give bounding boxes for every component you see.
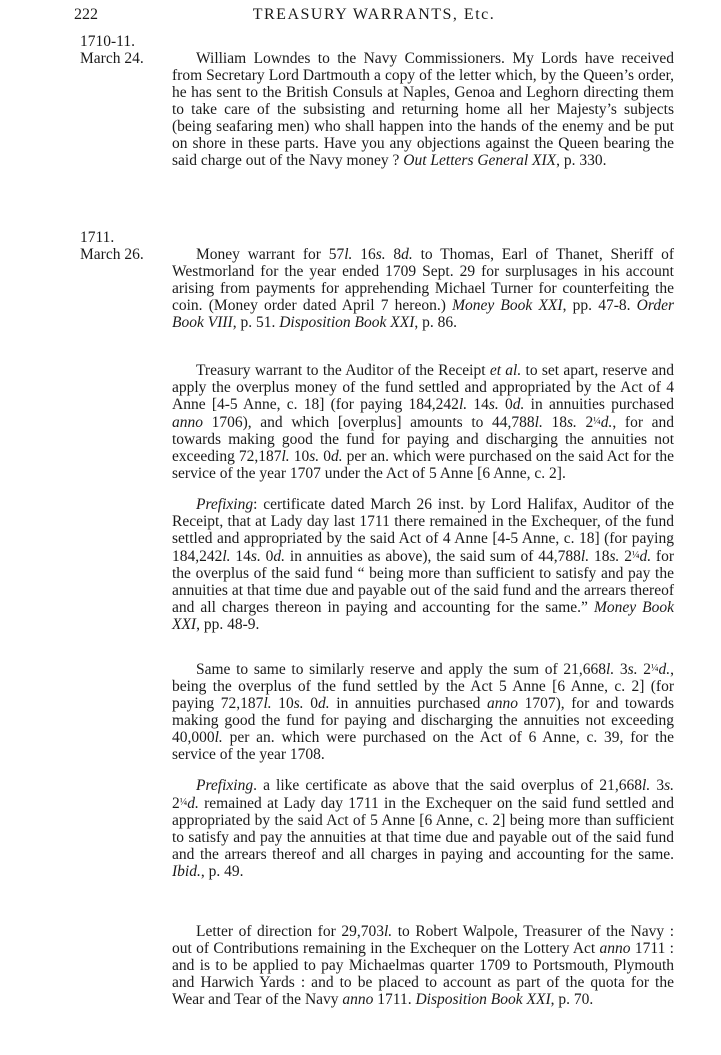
italic-text: s. <box>488 396 499 413</box>
entry-money-warrant-thanet <box>172 246 674 331</box>
fraction-glyph: ¼ <box>631 550 640 561</box>
italic-text: s. <box>664 777 674 794</box>
entry-lowndes-letter <box>172 50 674 169</box>
margin-day: March 26. <box>80 246 144 263</box>
text-run: , p. 49. <box>200 863 244 880</box>
text-run: 2 <box>576 414 594 431</box>
italic-text: l. <box>580 548 590 565</box>
italic-text: l. <box>344 246 353 263</box>
text-run: 16 <box>352 246 376 263</box>
italic-text: d. <box>401 246 413 263</box>
text-run: Same to same to similarly reserve and apply the sum of 21,668 <box>196 661 607 678</box>
italic-text: d. <box>512 396 525 413</box>
text-run: 3 <box>614 661 628 678</box>
text-run: 1711 : and is to be applied to pay Michaelmas quarter 1709 to Portsmouth, Plymouth and Harwich Yards : and to be placed to account as part of the quota for the Wear and Tear of the Navy <box>172 940 674 1008</box>
text-run: . a like certificate as above that the said overplus of 21,668 <box>253 777 643 794</box>
fraction-glyph: ¼ <box>179 797 188 808</box>
italic-text: l. <box>606 661 615 678</box>
italic-text: Order Book VIII <box>172 297 674 331</box>
page-header <box>74 6 674 28</box>
text-run: , p. 330. <box>556 152 607 169</box>
text-run: per an. which were purchased on the said Act for the service of the year 1707 under the Act of 5 Anne [6 Anne, c. 2]. <box>172 448 675 482</box>
italic-text: Ibid. <box>172 863 201 880</box>
text-run: 1711. <box>373 991 416 1008</box>
entry-letter-of-direction-walpole <box>172 923 674 1008</box>
italic-text: et al. <box>489 362 522 379</box>
italic-text: s. <box>566 414 577 431</box>
italic-text: l. <box>222 548 231 565</box>
italic-text: anno <box>172 414 203 431</box>
entry-treasury-warrant-auditor <box>172 362 674 482</box>
italic-text: Money Book XXI <box>172 599 674 633</box>
italic-text: d. <box>330 448 343 465</box>
italic-text: d. <box>318 695 330 712</box>
entry-same-to-same <box>172 660 674 763</box>
italic-text: Money Book XXI <box>452 297 563 314</box>
italic-text: Out Letters General XIX <box>403 152 557 169</box>
italic-text: Prefixing <box>196 496 254 513</box>
text-run: in annuities as above), the said sum of 44,788 <box>285 548 581 565</box>
text-run: 0 <box>498 396 513 413</box>
text-run: in annuities purchased <box>329 695 487 712</box>
text-run: William Lowndes to the Navy Commissioners. My Lords have received from Secretary Lord Dartmouth a copy of the letter which, by the Queen’s order, he has sent to the British Consuls at Naples, Genoa and Leghorn directing them to take care of the subsisting and returning home all her Majesty’s subjects (being seafaring men) who shall happen into the hands of the enemy and be put on shore in these parts. Have you any objections against the Queen bearing the said charge out of the Navy money ? <box>172 50 674 169</box>
italic-text: l. <box>263 695 272 712</box>
text-run: , pp. 48-9. <box>196 616 260 633</box>
text-run: 18 <box>589 548 610 565</box>
text-run: 2 <box>172 795 180 812</box>
text-run: 1707), for and towards making good the fund for paying and discharging the annuities not exceeding 40,000 <box>172 695 675 746</box>
text-run: 0 <box>303 695 319 712</box>
italic-text: s. <box>609 548 620 565</box>
text-run: 10 <box>289 448 310 465</box>
text-run: , for and towards making good the fund for paying and discharging the annuities not exceeding 72,187 <box>172 414 675 465</box>
text-run: for the overplus of the said fund “ being more than sufficient to satisfy and pay the annuities at that time due and payable out of the said fund and the arrears thereof and all charges thereon in paying and accounting for the same.” <box>172 548 674 616</box>
italic-text: s. <box>375 246 386 263</box>
italic-text: l. <box>214 729 223 746</box>
italic-text: d. <box>273 548 286 565</box>
text-run: , p. 70. <box>550 991 594 1008</box>
italic-text: l. <box>534 414 543 431</box>
text-run: 10 <box>271 695 294 712</box>
italic-text: s. <box>293 695 304 712</box>
margin-day: March 24. <box>80 50 144 67</box>
italic-text: Disposition Book XXI <box>279 314 415 331</box>
text-run: , p. 86. <box>414 314 457 331</box>
text-run: Treasury warrant to the Auditor of the Receipt <box>196 362 490 379</box>
italic-text: s. <box>309 448 320 465</box>
text-run: 2 <box>637 661 652 678</box>
text-run: , pp. 47-8. <box>562 297 637 314</box>
text-run: Money warrant for 57 <box>196 246 345 263</box>
text-run: 0 <box>260 548 274 565</box>
italic-text: l. <box>458 396 468 413</box>
text-run: , p. 51. <box>232 314 280 331</box>
text-run: to set apart, reserve and apply the overplus money of the fund settled and appropriated by the Act of 4 Anne [4-5 Anne, c. 18] (for paying 184,242 <box>172 362 674 413</box>
running-title: TREASURY WARRANTS, Etc. <box>252 6 496 23</box>
italic-text: l. <box>383 923 393 940</box>
text-run: Letter of direction for 29,703 <box>196 923 384 940</box>
margin-date-1711 <box>80 229 175 263</box>
italic-text: Prefixing <box>196 777 254 794</box>
italic-text: d. <box>658 661 671 678</box>
italic-text: d. <box>187 795 199 812</box>
italic-text: s. <box>627 661 638 678</box>
text-run: to Thomas, Earl of Thanet, Sheriff of Westmorland for the year ended 1709 Sept. 29 for surplusages in his account arising from payments for apprehending Michael Turner for counterfeiting the coin. (Money order dated April 7 hereon.) <box>172 246 674 314</box>
text-run: 0 <box>319 448 331 465</box>
margin-date-1710 <box>80 33 175 67</box>
text-run: 3 <box>650 777 665 794</box>
entry-prefixing-certificate <box>172 496 674 633</box>
text-run: 1706), and which [overplus] amounts to 44,788 <box>203 414 535 431</box>
italic-text: l. <box>642 777 651 794</box>
text-run: to Robert Walpole, Treasurer of the Navy : out of Contributions remaining in the Exchequer on the Lottery Act <box>172 923 675 957</box>
margin-year: 1710-11. <box>80 33 135 50</box>
fraction-glyph: ¼ <box>651 663 659 674</box>
text-run: , being the overplus of the fund settled by the Act 5 Anne [6 Anne, c. 2] (for paying 72,187 <box>172 661 675 712</box>
italic-text: s. <box>250 548 261 565</box>
italic-text: anno <box>599 940 631 957</box>
text-run: 14 <box>467 396 489 413</box>
text-run: remained at Lady day 1711 in the Exchequer on the said fund settled and appropriated by the said Act of 5 Anne [6 Anne, c. 2] being more than sufficient to satisfy and pay the annuities at that time due and payable out of the said fund and the arrears thereof and all charges in paying and accounting for the same. <box>172 795 674 863</box>
text-run: in annuities purchased <box>524 396 675 413</box>
text-run: : certificate dated March 26 inst. by Lord Halifax, Auditor of the Receipt, that at Lady day last 1711 there remained in the Exchequer, of the fund settled and appropriated by the said Act of 4 Anne [4-5 Anne, c. 18] (for paying 184,242 <box>172 496 674 565</box>
page-number: 222 <box>74 6 98 23</box>
italic-text: anno <box>342 991 374 1008</box>
italic-text: anno <box>486 695 518 712</box>
text-run: per an. which were purchased on the Act of 6 Anne, c. 39, for the service of the year 1708. <box>172 729 674 763</box>
fraction-glyph: ¼ <box>593 416 601 427</box>
text-run: 8 <box>385 246 402 263</box>
entry-prefixing-like-certificate <box>172 777 674 880</box>
italic-text: d. <box>600 414 613 431</box>
text-run: 2 <box>619 548 632 565</box>
margin-year: 1711. <box>80 229 115 246</box>
text-run: 18 <box>542 414 567 431</box>
italic-text: d. <box>639 548 652 565</box>
italic-text: Disposition Book XXI <box>415 991 551 1008</box>
italic-text: l. <box>281 448 290 465</box>
text-run: 14 <box>230 548 251 565</box>
